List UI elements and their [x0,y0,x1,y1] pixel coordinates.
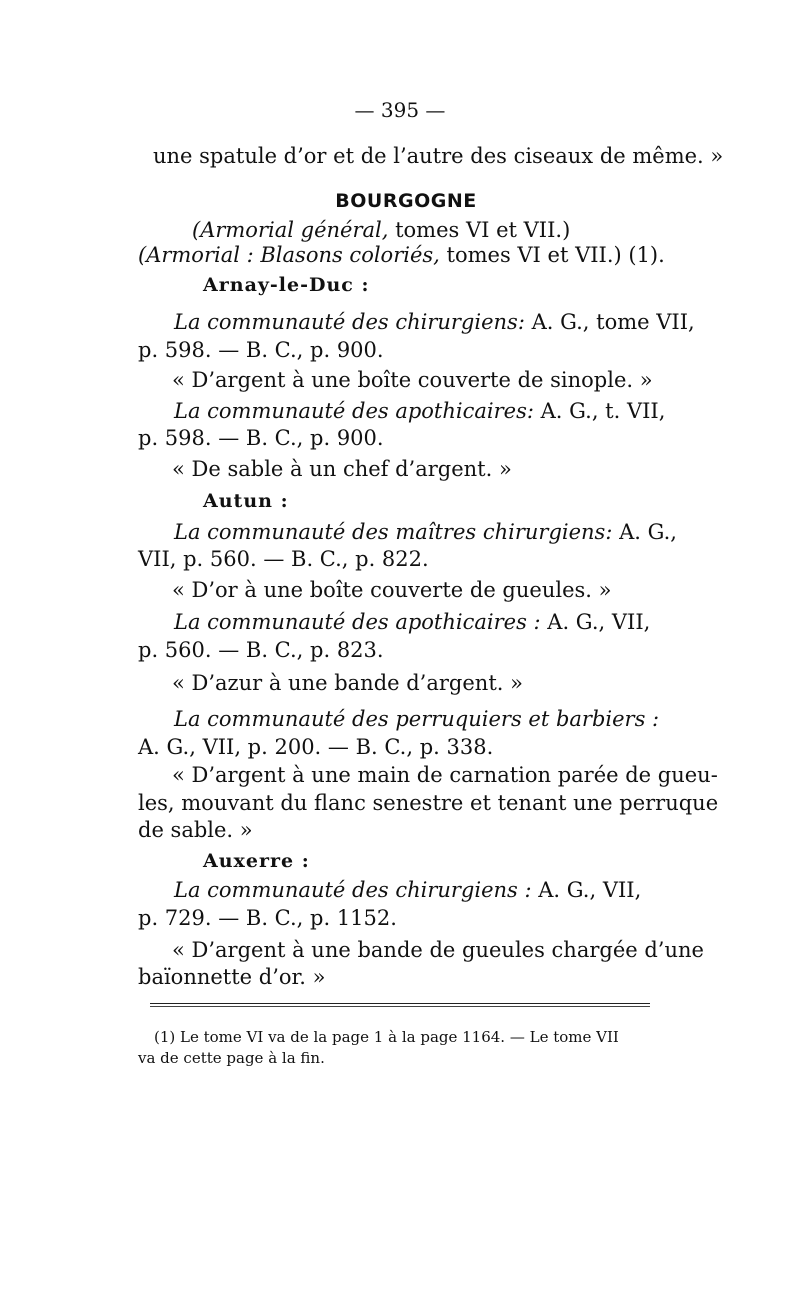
entry-reference: A. G., VII, [540,610,651,634]
entry-reference: A. G., t. VII, [533,399,666,423]
entry-line: VII, p. 560. — B. C., p. 822. [138,547,429,571]
entry-title: La communauté des chirurgiens : [174,878,532,902]
blazon-line: « D’argent à une bande de gueules chargée d’une [172,938,704,962]
entry-line [174,399,666,423]
section-heading: BOURGOGNE [335,190,477,212]
reference-line [192,220,570,241]
page-number: — 395 — [354,98,446,122]
entry-line: p. 598. — B. C., p. 900. [138,338,384,362]
entry-line [174,880,640,901]
entry-line [174,610,651,634]
blazon-line: les, mouvant du flanc senestre et tenant une perruque [138,791,719,815]
blazon-line: « De sable à un chef d’argent. » [172,457,512,481]
blazon-line: baïonnette d’or. » [138,965,326,989]
reference-line [138,243,665,267]
entry-line: p. 598. — B. C., p. 900. [138,426,384,450]
entry-line: A. G., VII, p. 200. — B. C., p. 338. [138,735,494,759]
entry-reference: A. G., [612,520,677,544]
blazon-line: « D’argent à une boîte couverte de sinople. » [172,368,653,392]
footnote-separator [150,1003,650,1004]
blazon-line: « D’or à une boîte couverte de gueules. » [172,578,612,602]
entry-title: La communauté des apothicaires: [174,399,534,423]
reference-title: (Armorial général, [192,218,389,242]
entry-title: La communauté des maîtres chirurgiens: [174,520,613,544]
entry-line [174,520,677,544]
entry-line: p. 729. — B. C., p. 1152. [138,906,397,930]
entry-line: p. 560. — B. C., p. 823. [138,638,384,662]
blazon-line: « D’azur à une bande d’argent. » [172,671,523,695]
entry-reference: A. G., VII, [531,878,642,902]
reference-title: (Armorial : Blasons coloriés, [138,243,440,267]
blazon-line: « D’argent à une main de carnation parée de gueu- [172,763,718,787]
entry-title: La communauté des chirurgiens: [174,310,525,334]
blazon-line: de sable. » [138,818,253,842]
place-heading: Arnay-le-Duc : [203,274,370,296]
entry-line: La communauté des perruquiers et barbiers : [174,707,660,731]
text-line: une spatule d’or et de l’autre des ciseaux de même. » [153,144,724,168]
footnote-separator-inner [150,1006,650,1007]
footnote-line: (1) Le tome VI va de la page 1 à la page 1164. — Le tome VII [154,1028,619,1046]
place-heading: Autun : [203,490,289,512]
entry-line [174,310,695,334]
place-heading: Auxerre : [203,850,310,872]
footnote-line: va de cette page à la fin. [138,1049,325,1067]
reference-volumes: tomes VI et VII.) (1). [439,243,665,267]
reference-volumes: tomes VI et VII.) [388,218,571,242]
entry-title: La communauté des apothicaires : [174,610,541,634]
entry-reference: A. G., tome VII, [524,310,695,334]
